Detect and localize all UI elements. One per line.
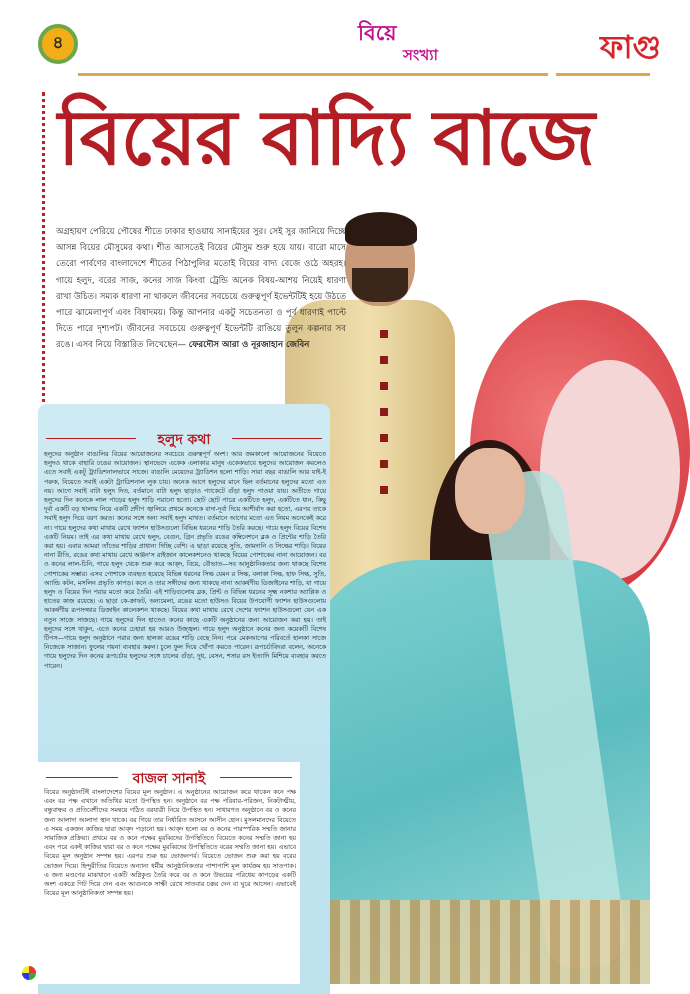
section-body-holud: হলুদের অনুষ্ঠান বাঙালির বিয়ের আয়োজনের সবচেয়ে গুরুত্বপূর্ণ অংশ। আর জমকালো আয়োজনের বিয়েতে হলুদও থাকে বাহারি ঢঙের আয়োজন। স্থানভেদে একেক এলাকার মানুষ একেকভাবে হলুদের আয়োজন করলেও এতে সবাই একটু ট্র্যাডিশনালভাবে সাজে। বাঙালি মেয়েদের ট্র্যাডিশন হলো শাড়ি। সারা বছর বাঙালি আর যাই-ই পরুক, বিয়েতে সবাই একটা ট্র্যাডিশনাল লুক চায়। অনেক আগে হলুদের মানে ছিল বর্তমানের হলুদের মতো এত নয়। আগে সবাই বাটা হলুদ দিত, বর্তমানে বাটা হলুদ ছাড়াও প্যাকেটে গুঁড়া হলুদ পাওয়া যায়। অতীতে গায়ে হলুদের দিন কনেকে লাল পাড়ের হলুদ শাড়ি পরানো হতো। ছোট ছোট পাত্রে একটিতে হলুদ, একটিতে ধান, কিছু দূর্বা একটি বড় থালায় নিয়ে একটি প্রদীপ জ্বালিয়ে প্রথমে কনেকে বাদা-দূর্বা দিয়ে আশীর্বাদ করা হতো, এরপর তাকে সবাই হলুদ দিয়ে বরণ করত। কনের সঙ্গে অন্য সবাই হলুদ মাখত। বর্তমানে আগের মতো এত নিয়ম অনেকেই করে না। গায়ে হলুদের কথা মাথায় রেখে ফ্যাশন হাউসগুলো বিভিন্ন ধরনের শাড়ি তৈরি করছে। গায়ে হলুদ বিয়ের বিশেষ একটি নিয়ম। তাই এর কথা মাথায় রেখে হলুদ, বেগুন, গ্রিন প্রভৃতি রঙের কম্বিনেশনে ব্লক ও প্রিন্টের শাড়ি তৈরি করা হয়। এবার আমরা তাঁতের শাড়ির প্রাধান্য দিচ্ছি বেশি। এ ছাড়া রয়েছে সুতি, জামদানি ও সিল্কের শাড়ি। বিয়ের নানা রীতি, রঙের কথা মাথায় রেখে অঞ্জন'স রাইজান কালেকশনেও থাকছে বিয়ের পোশাকের নানা আয়োজন। বর ও কনের লাল-চিনি, গায়ে হলুদ থেকে শুরু করে আক্দ, বিয়ে, বৌভাত—সব আনুষ্ঠানিকতার জন্য থাকছে বিশেষ পোশাকের সম্ভার। এসব পোশাকে ব্যবহৃত হয়েছে বিভিন্ন ধরনের সিল্ক যেমন র সিল্ক, বলাকা সিল্ক, হাফ সিল্ক, সুতি, অ্যান্ডি কটন, মসলিন প্রভৃতি কাপড়। কনে ও তার সঙ্গীদের জন্য থাকছে নানা আকর্ষণীয় ডিজাইনের শাড়ি, যা গায়ে হলুদ ও বিয়ের দিন পরার মতো করে তৈরি। এই শাড়িগুলোয় ব্লক, প্রিন্ট ও বিভিন্ন ধরনের সূক্ষ্ম নকশার অ্যাপ্লিক ও হাতের কাজ রয়েছে। এ ছাড়া কে-ক্রাফট, অন্যমেলা, রঙের মতো হাউসও বিয়ের উপযোগী ফ্যাশন হাউসগুলোয় আকর্ষণীয় রূপসজ্জার ডিজাইন কালেকশন থাকছে। বিয়ের কথা মাথায় রেখে দেশের ফ্যাশন হাউসগুলো যেন এক নতুন সাজে সাজছে। গায়ে হলুদের দিন হাতেও কনের কাছে একটি অনুষ্ঠানের জন্য আয়োজন করা হয়। তাই হলুদের সঙ্গে থাকুন, এতে কনের চেহারা হয় আরও উজ্জ্বল। গায়ে হলুদ অনুষ্ঠানে কনের জন্য কয়েকটি বিশেষ টিপস—গায়ে হলুদ অনুষ্ঠানে পরার জন্য হালকা রঙের শাড়ি বেছে নিন। পরে মেকআপের পরিবর্তে হালকা সাজে নিজেকে সাজান। ফুলের গয়না ব্যবহার করুন। চুলে ফুল দিয়ে খোঁপা করতে পারেন। রূপচর্চাবিদরা বলেন, অনেকে গায়ে হলুদের দিন কনের রূপচর্চায় হলুদের সঙ্গে চালের গুঁড়া, দুধ, বেসন, শসার রস ইত্যাদি মিশিয়ে ব্যবহার করতে পারেন। <box>44 451 326 670</box>
adjacent-page-title: ফাগু <box>600 28 662 66</box>
section-body-sanai: বিয়ের অনুষ্ঠানটিই বাংলাদেশের বিয়ের মূল অনুষ্ঠান। এ অনুষ্ঠানের আয়োজন করে থাকেন কনে পক্ষ এবং বর পক্ষ এখানে অতিথির মতো উপস্থিত হন। অনুষ্ঠানে বর পক্ষ পরিবার-পরিজন, নিকটাত্মীয়, বন্ধুবান্ধব ও প্রতিবেশীদের সমন্বয়ে গঠিত বরযাত্রী নিয়ে উপস্থিত হন। সাধারণত অনুষ্ঠানে বর ও কনের জন্য আলাদা আলাদা স্থান থাকে। বর গিয়ে তার নির্ধারিত আসনে আসীন হোন। মুসলমানদের বিয়েতে এ সময় একজন কাজির দ্বারা আক্দ পড়ানো হয়। আক্দ হলো বর ও কনের পারস্পরিক সম্মতি জানার সামাজিক প্রক্রিয়া। প্রথমে বর ও কনে পক্ষের মুরব্বিদের উপস্থিতিতে বিয়েতে কনের সম্মতি জানা হয় এবং পরে একই কাজির দ্বারা বর ও কনে পক্ষের মুরব্বিদের উপস্থিতিতে বরের সম্মতি জানা হয়। এভাবে বিয়ের মূল অনুষ্ঠান সম্পন্ন হয়। এরপর শুরু হয় ভোজনপর্ব। বিয়েতে ভোজন শুরু করা হয় বরের ভোজন দিয়ে। হিন্দুরীতির বিয়েতে অন্যান্য ধর্মীয় আনুষ্ঠানিকতার পাশাপাশি মূল কার্যক্রম হয় সাতপাক। এ জন্য মণ্ডপের মাঝখানে একটি অগ্নিকুণ্ড তৈরি করে বর ও কনে উভয়ের পরিধেয় কাপড়ের একটি অংশ একত্রে গিট দিয়ে দেন এবং আগুনকে সাক্ষী রেখে সাতবার চক্কর দেন বা ঘুরে আসেন। এভাবেই বিয়ের মূল আনুষ্ঠানিকতা সম্পন্ন হয়। <box>44 789 296 898</box>
lehenga-embroidery <box>330 900 650 984</box>
issue-logo-sub: সংখ্যা <box>403 46 438 64</box>
issue-logo: বিয়ে <box>358 20 397 45</box>
page-number-badge <box>38 24 78 64</box>
author-byline: ফেরদৌস আরা ও নূরজাহান জেবিন <box>188 340 310 351</box>
groom-hair <box>345 212 417 246</box>
heading-rule-right <box>232 438 322 439</box>
article-title: বিয়ের বাদ্যি বাজে <box>58 93 594 182</box>
dotted-margin-rule <box>42 92 45 410</box>
groom-beard <box>352 268 408 302</box>
heading-rule-right <box>220 777 292 778</box>
heading-rule-left <box>46 438 136 439</box>
article-intro <box>56 224 346 354</box>
section-heading-sanai-text: বাজল সানাই <box>132 771 206 787</box>
heading-rule-left <box>46 777 118 778</box>
header-rule <box>78 73 548 76</box>
page-number: ৪ <box>52 33 64 53</box>
bride-face <box>455 448 525 534</box>
publisher-mark-icon <box>22 966 36 980</box>
section-heading-holud-text: হলুদ কথা <box>157 432 211 448</box>
section-heading-holud <box>38 428 330 452</box>
intro-text: অগ্রহায়ণ পেরিয়ে পৌষের শীতে ঢাকার হাওয়ায় সানাইয়ের সুর। সেই সুর জানিয়ে দিচ্ছে আসন্ন বিয়ের মৌসুমের কথা। শীত আসতেই বিয়ের মৌসুম শুরু হয়ে যায়। বারো মাসে তেরো পার্বণের বাংলাদেশে শীতের পিঠাপুলির মতোই বিয়ের বাদ্য বেজে ওঠে অহরহ। গায়ে হলুদ, বরের সাজ, কনের সাজ কিংবা ট্রেন্ডি অনেক বিষয়-আশয় নিয়েই ধারণা রাখা উচিত। সম্যক ধারণা না থাকলে জীবনের সবচেয়ে গুরুত্বপূর্ণ ইভেন্টটিই হয়ে উঠতে পারে ঝামেলাপূর্ণ এবং বিষাদময়। কিন্তু আপনার একটু সচেতনতা ও পূর্ব ধারণাই পাল্টে দিতে পারে দৃশ্যপট। জীবনের সবচেয়ে গুরুত্বপূর্ণ ইভেন্টটি রাঙিয়ে তুলুন কল্পনার সব রঙে। এসব নিয়ে বিস্তারিত লিখেছেন— <box>56 227 346 351</box>
sherwani-buttons <box>380 330 388 500</box>
